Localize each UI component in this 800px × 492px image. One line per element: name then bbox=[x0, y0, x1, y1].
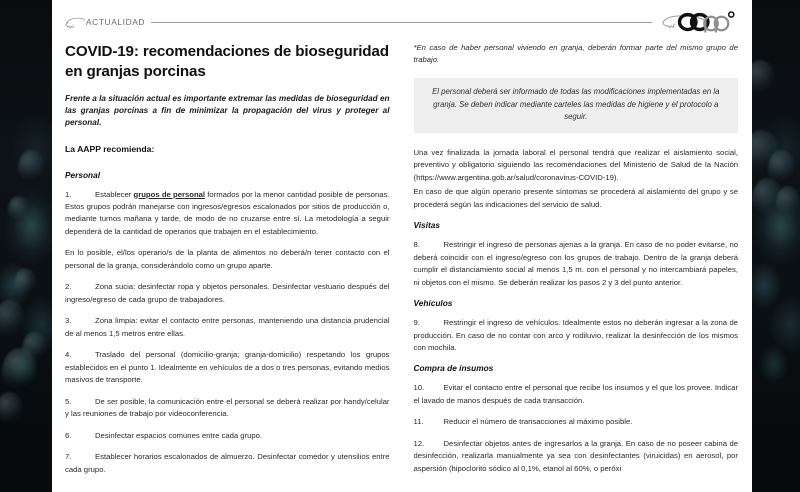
item-text-post: formados por la menor cantidad posible de personas. Estos grupos podrán manejarse con ingresos/egresos escalonados por sitios de producción o, mediante turnos mañana y tarde, de modo de no cruzarse entre sí. La metodología a seguir dependerá de la cantidad de operarios que trabajen en el establecimiento. bbox=[65, 189, 390, 236]
item-text: Establecer horarios escalonados de almuerzo. Desinfectar comedor y utensilios entre cada grupo. bbox=[65, 452, 390, 474]
list-item bbox=[414, 438, 739, 475]
list-item bbox=[414, 317, 739, 354]
item-text: Evitar el contacto entre el personal que recibe los insumos y el que los provee. Indicar el lavado de manos después de cada transacción. bbox=[413, 383, 738, 405]
item-text: Traslado del personal (domicilio-granja; granja-domicilio) respetando los grupos establecidos en el punto 1. Idealmente en vehículos de a dos o tres personas, evitando medios masivos de transporte. bbox=[65, 350, 390, 385]
item-text-pre: Establecer bbox=[95, 189, 134, 199]
item-text: Reducir el número de transacciones al máximo posible. bbox=[443, 417, 633, 427]
pig-outline-icon bbox=[65, 15, 85, 30]
paragraph-text-post: ). bbox=[613, 172, 619, 182]
list-item bbox=[65, 281, 390, 306]
callout-box: El personal deberá ser informado de todas las modificaciones implementadas en la granja. Se deben indicar mediante carteles las medidas de higiene y el protocolo a seguir. bbox=[414, 78, 739, 133]
item-number: 5. bbox=[65, 396, 72, 406]
paragraph-planta-alimentos: En lo posible, el/los operario/s de la planta de alimentos no deberá/n tener contacto con el personal de la granja, considerándolo como un grupo aparte. bbox=[65, 248, 390, 270]
item-number: 1. bbox=[65, 189, 72, 199]
item-number: 6. bbox=[65, 430, 72, 440]
list-item bbox=[65, 189, 390, 239]
section-heading-visitas: Visitas bbox=[413, 220, 440, 231]
section-heading-compra-insumos: Compra de insumos bbox=[413, 363, 494, 374]
item-text: Restringir el ingreso de personas ajenas a la granja. En caso de no poder evitarse, no deberá coincidir con el ingreso/egreso con los grupos de trabajo. Dentro de la granja deberá cumplir el distanciamiento social al menos 1,5 m. con el personal y no intercambiará papeles, ni objetos con el mismo. Se deberán realizar los pasos 2 y 3 del punto anterior. bbox=[413, 240, 738, 287]
item-text: Desinfectar objetos antes de ingresarlos a la granja. En caso de no poseer cabina de desinfección, realizarla manualmente ya sea con desinfectantes (viruicidas) en aerosol, por aspersión (hipoclorito sódico al 0,1%, etanol al 60%, o peróxi bbox=[413, 438, 738, 473]
item-number: 10. bbox=[413, 383, 425, 393]
list-item bbox=[414, 416, 739, 428]
item-text-emphasis: grupos de personal bbox=[133, 189, 206, 199]
footnote-personal-viviendo: *En caso de haber personal viviendo en granja, deberán formar parte del mismo grupo de trabajo. bbox=[413, 43, 738, 65]
item-text: Desinfectar espacios comunes entre cada grupo. bbox=[95, 430, 263, 440]
list-item bbox=[65, 349, 390, 386]
aapp-logo bbox=[660, 10, 738, 34]
masthead bbox=[65, 9, 738, 35]
masthead-label: ACTUALIDAD bbox=[86, 17, 146, 27]
item-number: 7. bbox=[65, 452, 72, 462]
page-title: COVID-19: recomendaciones de bioseguridad en granjas porcinas bbox=[65, 43, 389, 81]
ministry-health-link[interactable]: https://www.argentina.gob.ar/salud/coronavirus-COVID-19 bbox=[416, 172, 614, 182]
paragraph-sintomas: En caso de que algún operario presente síntomas se procederá al aislamiento del grupo y se procederá según las indicaciones del servicio de salud. bbox=[413, 187, 738, 209]
section-heading-personal: Personal bbox=[65, 169, 101, 180]
section-heading-vehiculos: Vehículos bbox=[413, 298, 453, 309]
right-column bbox=[414, 42, 739, 485]
document-columns bbox=[65, 42, 738, 485]
item-number: 4. bbox=[65, 350, 72, 360]
list-item bbox=[65, 396, 390, 421]
item-number: 11. bbox=[413, 417, 424, 427]
item-text: Zona sucia: desinfectar ropa y objetos personales. Desinfectar vestuario después del ingreso/egreso de cada grupo de trabajadores. bbox=[65, 282, 390, 304]
list-item bbox=[65, 430, 390, 442]
recommendations-heading: La AAPP recomienda: bbox=[65, 143, 155, 154]
paragraph-jornada-laboral bbox=[414, 147, 739, 184]
lede-paragraph: Frente a la situación actual es importante extremar las medidas de bioseguridad en las granjas porcinas a fin de minimizar la propagación del virus y proteger al personal. bbox=[65, 94, 390, 128]
decorative-left-strip bbox=[0, 0, 52, 492]
item-text: De ser posible, la comunicación entre el personal se deberá realizar por handy/celular y las reuniones de trabajo por videoconferencia. bbox=[65, 396, 390, 419]
decorative-right-strip bbox=[752, 0, 800, 492]
page-sheet bbox=[52, 0, 752, 492]
item-text: Restringir el ingreso de vehículos. Idealmente estos no deberán ingresar a la zona de producción. En caso de no contar con arco y rodiluvio, realizar la desinfección de los mismos con mochila. bbox=[413, 318, 738, 352]
list-item bbox=[65, 315, 390, 340]
list-item bbox=[414, 239, 739, 289]
item-number: 9. bbox=[413, 318, 420, 328]
item-number: 2. bbox=[65, 282, 72, 292]
masthead-divider bbox=[151, 22, 652, 23]
list-item bbox=[65, 451, 390, 476]
list-item bbox=[414, 382, 739, 407]
paragraph-text-pre: Una vez finalizada la jornada laboral el personal tendrá que realizar el aislamiento social, preventivo y obligatorio siguiendo las recomendaciones del Ministerio de Salud de la Nación ( bbox=[413, 147, 738, 182]
item-text: Zona limpia: evitar el contacto entre personas, manteniendo una distancia prudencial de al menos 1,5 metros entre ellas. bbox=[65, 316, 390, 338]
item-number: 12. bbox=[413, 438, 425, 448]
item-number: 3. bbox=[65, 316, 72, 326]
left-column bbox=[65, 42, 390, 485]
item-number: 8. bbox=[413, 240, 420, 250]
